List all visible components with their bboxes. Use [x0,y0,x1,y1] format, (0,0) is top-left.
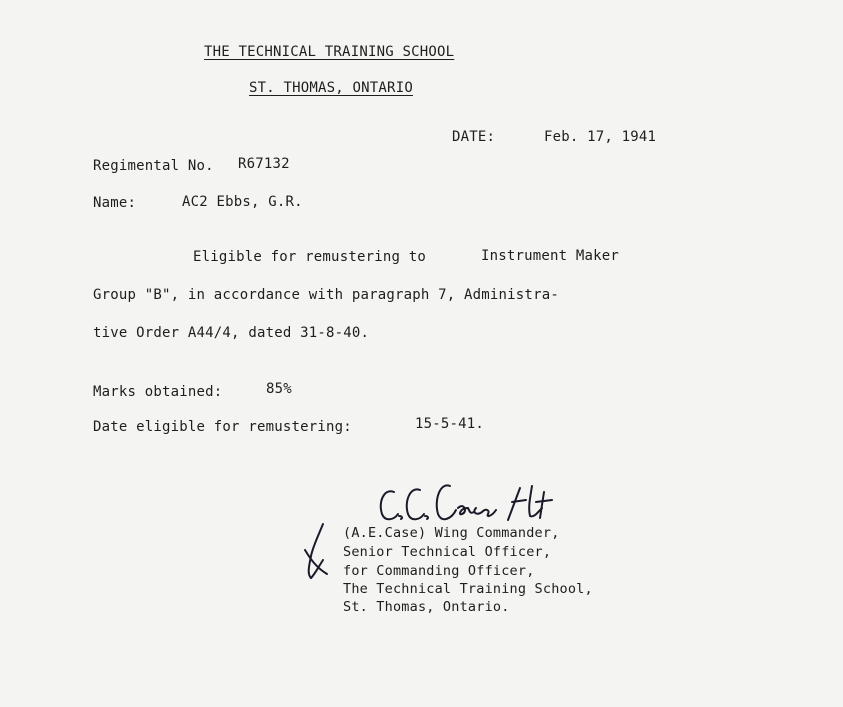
marks-value: 85% [266,381,292,397]
signatory-line-4: The Technical Training School, [343,581,593,597]
name-value: AC2 Ebbs, G.R. [182,194,303,210]
eligibility-text-lead: Eligible for remustering to [193,249,426,265]
signatory-line-5: St. Thomas, Ontario. [343,599,510,615]
date-value: Feb. 17, 1941 [544,129,657,145]
regimental-number-value: R67132 [238,156,290,172]
eligible-date-value: 15-5-41. [415,416,485,432]
handwritten-signature [372,478,562,528]
trade-name: Instrument Maker [481,248,620,264]
regimental-number-label: Regimental No. [93,158,214,174]
signatory-line-1: (A.E.Case) Wing Commander, [343,525,560,541]
handwritten-initial-mark [297,520,337,588]
signatory-line-3: for Commanding Officer, [343,563,535,579]
signatory-line-2: Senior Technical Officer, [343,544,552,560]
eligible-date-label: Date eligible for remustering: [93,419,352,435]
name-label: Name: [93,195,137,211]
marks-label: Marks obtained: [93,384,223,400]
eligibility-text-line-3: tive Order A44/4, dated 31-8-40. [93,325,370,341]
eligibility-text-line-2: Group "B", in accordance with paragraph 7, Administra- [93,287,559,303]
date-label: DATE: [452,129,496,145]
school-location-heading: ST. THOMAS, ONTARIO [249,80,413,96]
school-name-heading: THE TECHNICAL TRAINING SCHOOL [204,44,455,60]
